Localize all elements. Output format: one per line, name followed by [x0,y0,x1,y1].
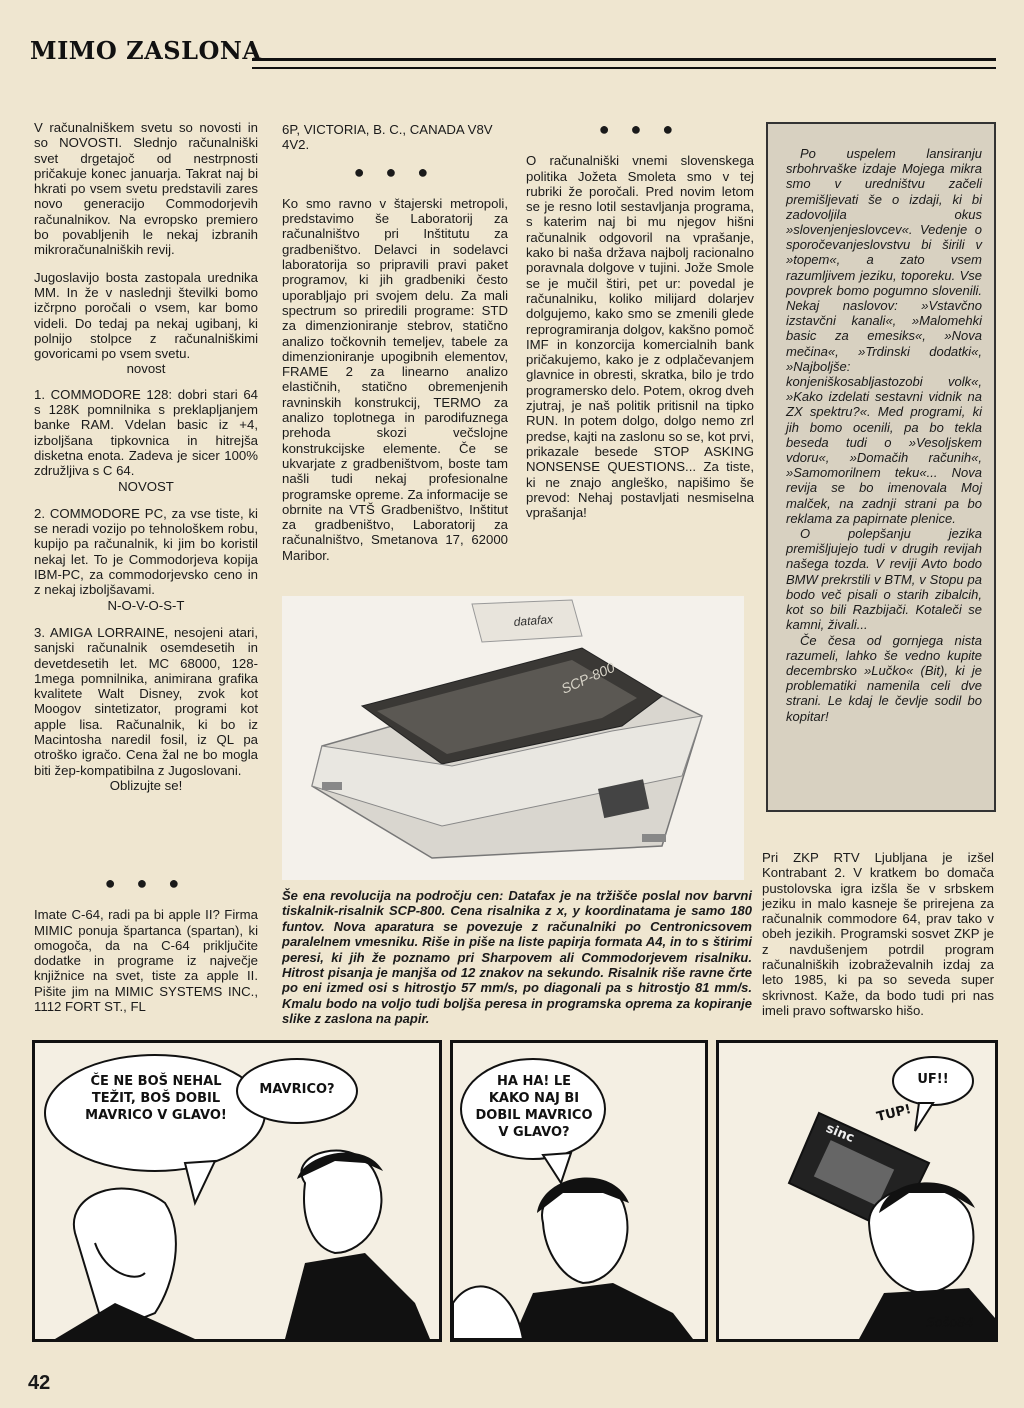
paragraph: V računalniškem svetu so novosti in so NOVOSTI. Slednjo računalniški svet drgetajoč od nestrpnosti pričakuje konec januarja. Takrat naj bi hkrati po vsem svetu predstavili zares novo generacijo Commodorjevih računalnikov. Na evropsko premiero bo povabljenih le nekaj izbranih mikroračunalniških revij. [34,120,258,258]
artist-signature: Sošo84 [926,1316,974,1331]
paragraph: Jugoslavijo bosta zastopala urednika MM. In že v naslednji številki bomo izčrpno poročali o vsem, kar bomo videli. Do tedaj pa nekaj ugibanj, ki polnijo stolpce z računalniškimi govoricami po vsem svetu. [34,269,258,362]
section-divider-dots: ● ● ● [353,161,437,182]
column-1 [34,120,258,793]
paragraph: 6P, VICTORIA, B. C., CANADA V8V 4V2. [282,122,493,153]
comic-panel-2 [450,1040,708,1342]
comic-panel-1 [32,1040,442,1342]
header-rule [252,58,996,69]
subhead-label: novost [126,361,166,377]
sidebar-box [766,122,996,812]
photo-caption: Še ena revolucija na področju cen: Datafax je na tržišče poslal nov barvni tiskalnik-risalnik SCP-800. Cena risalnika z x, y koordinatama je samo 180 funtov. Nova aparatura se povezuje z računalniki po Centronicsovem paralelnem vmesniku. Riše in piše na liste papirja formata A4, in to s štirimi peresi, ki jih že poznamo pri Sharpovem ali Commodorjevem risalniku. Hitrost pisanja je manjša od 12 znakov na sekundo. Risalnik riše ravne črte po eni izmed osi s hitrostjo 57 mm/s, po diagonali pa s hitrostjo 81 mm/s. Kmalu bodo na voljo tudi boljša peresa in programska oprema za kopiranje slike z zaslona na papir. [282,888,752,1027]
printer-model-label: SCP-800 [558,659,618,697]
paragraph: 1. COMMODORE 128: dobri stari 64 s 128K pomnilnika s preklapljanjem banke RAM. Vdelan basic iz +4, izboljšana tipkovnica in hitrejša disketna enota. Zadeva je sicer 100% združljiva s C 64. [34,386,258,479]
section-title: MIMO ZASLONA [30,36,262,65]
speech-bubble-text: MAVRICO? [259,1082,335,1097]
paragraph: Imate C-64, radi pa bi apple II? Firma MIMIC ponuja špartanca (spartan), ki omogoča, da na C-64 priključite dodatke in programe iz največje knjižnice na svet, tiste za apple II. Pišite jim na MIMIC SYSTEMS INC., 1112 FORT ST., FL [34,907,258,1015]
column-1-bottom [34,868,258,1026]
paragraph: O računalniški vnemi slovenskega politika Jožeta Smoleta smo v tej rubriki že poročali. Pred novim letom se je resno lotil sestavljanja programa, s katerim naj bi mu njegov hišni računalnik odgovoril na vprašanje, kako bi naša država najbolj racionalno poravnala dolgove v tujini. Jože Smole se je mučil štiri, pet ur: povedal je računalniku, koliko milijard dolarjev dolgujemo, kako smo se zmenili glede reprogramiranja dolgov, kakšno pomoč IMF in konzorcija komercialnih bank pričakujemo, kako je z odplačevanjem glavnice in obresti, skratka, bilo je trdo programersko delo. Potem, okrog dveh zjutraj, je naš politik pritisnil na tipko RUN. In potem dolgo, dolgo nemo zrl predse, kajti na zaslonu so se, kot prvi, prikazale besede STOP ASKING NONSENSE QUESTIONS... Za tiste, ki ne znajo angleško, napišimo še prevod: Nehaj postavljati nesmiselna vprašanja! [526,153,754,521]
page-number: 42 [28,1372,51,1394]
speech-bubble-text: HA HA! LE KAKO NAJ BI DOBIL MAVRICO V GLAVO? [475,1074,593,1140]
speech-bubble-text: UF!! [917,1072,949,1087]
paragraph: Po uspelem lansiranju srbohrvaške izdaje Mojega mikra smo v uredništvu začeli premišljevati še o izdaji, ki bi zadovoljila okus »slovenjenjeslovcev«. Vedenje o sporočevanjeslovstvu bi širili v »topem«, a zato vsem razumljivem jeziku, toporeku. Vse povprek bomo pogumno slovenili. Nekaj naslovov: »Vstavčno izstavčni kanali«, »Malomehki basic za emesiks«, »Nova mečina«, »Trdinski dodatki«, »Najboljše: konjeniškosabljastozobi volk«, »Kako izdelati sestavni vidnik na ZX spektru?«. Med programi, ki jih bomo ocenili, pa bo tekla beseda tudi o »Vesoljskem vdoru«, »Domačih računih«, »Samomorilnem teku«... Nova revija se bo imenovala Moj malček, na zadnji strani pa bo reklama za papirnate plenice. [786,146,982,526]
comic-panel-3 [716,1040,998,1342]
printer-photo [282,596,744,880]
subhead-label: Oblizujte se! [109,777,183,793]
paragraph: O polepšanju jezika premišljujejo tudi v drugih revijah našega tozda. V reviji Avto bodo BMW prekrstili v BTM, v Stopu pa bodo več pisali o starih zibalcih, kot so bili Razbijači. Kotaleči se kamni, živali... [786,526,982,633]
paragraph: 2. COMMODORE PC, za vse tiste, ki se neradi vozijo po tehnološkem robu, kupijo pa računalnik, ki jim bo koristil nekaj let. To je Commodorjeva kopija IBM-PC, za commodorjevsko ceno in z nekaj izboljšavami. [34,505,258,598]
paragraph: Ko smo ravno v štajerski metropoli, predstavimo še Laboratorij za računalništvo pri Inštitutu za gradbeništvo. Delavci in sodelavci laboratorija so pripravili pravi paket programov, ki jih gradbeniki često uporabljajo pri svojem delu. Za mali spectrum so priredili programe: STD za dimenzioniranje stebrov, statično analizo točkovnih temeljev, tabele za dimenzioniranje upogibnih elementov, FRAME 2 za linearno analizo elastičnih, statično obremenjenih ravninskih konstrukcij, TERMO za analizo toplotnega in parodifuznega prehoda skozi večslojne konstrukcijske elemente. Če se ukvarjate z gradbeništvom, boste tam našli tudi nekaj profesionalne programske opreme. Za informacije se obrnite na VTŠ Gradbeništvo, Inštitut za gradbeništvo, Laboratorij za računalništvo, Smetanova 17, 62000 Maribor. [282,195,508,563]
comic-strip [32,1040,998,1342]
speech-bubble-text: ČE NE BOŠ NEHAL TEŽIT, BOŠ DOBIL MAVRICO V GLAVO! [85,1074,227,1123]
paragraph: Če česa od gornjega nista razumeli, lahko še vedno kupite decembrsko »Lučko« (Bit), ki je problematiki namenila celi dve strani. Le kdaj le čevlje sodil bo kopitar! [786,632,982,724]
subhead-label: NOVOST [118,478,174,494]
paragraph: 3. AMIGA LORRAINE, nesojeni atari, sanjski računalnik osemdesetih in devetdesetih let. MC 68000, 128-1mega pomnilnika, animirana grafika kvalitete Walt Disney, zvok kot Moogov sintetizator, programi kot apple lisa. Računalnik, ki bo iz Macintosha naredil fosil, iz QL pa otroško igračo. Cena žal ne bo mogla biti žep-kompatibilna z Jugoslovani. [34,624,258,778]
section-divider-dots: ● ● ● [104,873,188,893]
section-header [30,36,996,72]
sound-effect-text: TUP! [875,1102,913,1125]
paragraph: Pri ZKP RTV Ljubljana je izšel Kontrabant 2. V kratkem bo domača pustolovska igra izšla še v srbskem jeziku in malo kasneje še prirejena za računalnik commodore 64, prav tako v obeh jezikih. Programski sosvet ZKP je z navdušenjem potrdil program računalniških izobraževalnih izdaj za leto 1985, ki pa so seveda super skrivnost. Kaže, da bodo tudi pri nas imeli pravo softwarsko hišo. [762,850,994,1018]
section-divider-dots: ● ● ● [598,119,682,139]
printer-brand-label: datafax [513,612,554,629]
column-3 [526,119,754,532]
subhead-label: N-O-V-O-S-T [107,597,185,613]
column-4-bottom [762,850,994,1018]
computer-brand-label: sinc [823,1121,857,1146]
printer-illustration [282,596,744,880]
column-2 [282,122,508,575]
